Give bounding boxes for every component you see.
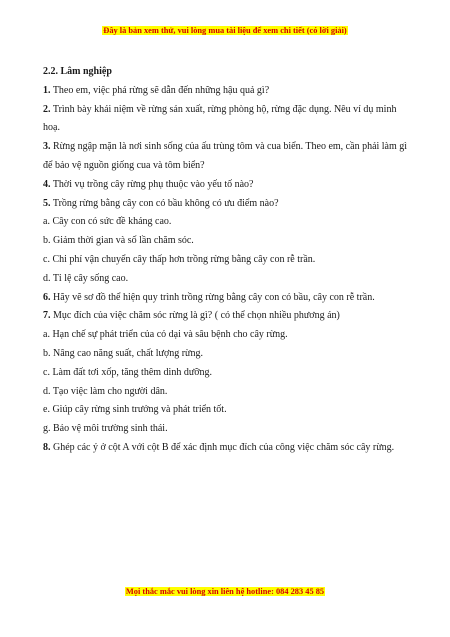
- question-number: 6.: [43, 291, 51, 303]
- question-text: Hãy vẽ sơ đồ thể hiện quy trình trồng rừng bằng cây con có bầu, cây con rễ trần.: [50, 291, 375, 303]
- question-text: Trồng rừng bằng cây con có bầu không có ưu điểm nào?: [50, 197, 279, 209]
- question-number: 5.: [43, 197, 51, 209]
- q5-option-a: a. Cây con có sức đề kháng cao.: [43, 216, 172, 228]
- question-text: Theo em, việc phá rừng sẽ dẫn đến những hậu quả gì?: [50, 84, 270, 96]
- document-content: [43, 63, 411, 458]
- question-number: 7.: [43, 310, 51, 322]
- q5-option-c: c. Chi phí vận chuyển cây thấp hơn trồng rừng bằng cây con rễ trần.: [43, 253, 316, 265]
- question-3: [43, 138, 411, 176]
- q7-option-d: d. Tạo việc làm cho người dân.: [43, 385, 168, 397]
- question-text: Rừng ngập mặn là nơi sinh sống của ấu trùng tôm và cua biển. Theo em, cần phải làm gì để bảo vệ nguồn giống cua và tôm biển?: [43, 141, 408, 171]
- question-text: Trình bày khái niệm về rừng sản xuất, rừng phòng hộ, rừng đặc dụng. Nêu ví dụ minh hoạ.: [43, 103, 397, 134]
- q7-option-c: c. Làm đất tơi xốp, tăng thêm dinh dưỡng.: [43, 366, 213, 378]
- q7-option-g: g. Bảo vệ môi trường sinh thái.: [43, 423, 168, 435]
- question-number: 1.: [43, 84, 51, 96]
- question-1: [43, 82, 411, 101]
- hotline-banner-text: Mọi thắc mắc vui lòng xin liên hệ hotline: 084 283 45 85: [125, 587, 325, 596]
- question-8: [43, 439, 411, 458]
- question-number: 3.: [43, 141, 51, 153]
- section-title: 2.2. Lâm nghiệp: [43, 66, 112, 77]
- q7-option-e: e. Giúp cây rừng sinh trưởng và phát triển tốt.: [43, 404, 227, 416]
- q7-option-a: a. Hạn chế sự phát triển của cỏ dại và sâu bệnh cho cây rừng.: [43, 329, 288, 341]
- question-5: [43, 195, 411, 214]
- question-text: Ghép các ý ở cột A với cột B để xác định mục đích của công việc chăm sóc cây rừng.: [50, 441, 395, 453]
- question-6: [43, 289, 411, 308]
- preview-banner: [0, 26, 450, 35]
- q7-option-b: b. Nâng cao năng suất, chất lượng rừng.: [43, 347, 203, 359]
- q5-option-b: b. Giảm thời gian và số lần chăm sóc.: [43, 235, 194, 247]
- question-text: Mục đích của việc chăm sóc rừng là gì? ( có thể chọn nhiều phương án): [50, 310, 340, 322]
- question-text: Thời vụ trồng cây rừng phụ thuộc vào yếu tố nào?: [50, 178, 254, 190]
- question-7: [43, 307, 411, 326]
- question-number: 2.: [43, 103, 51, 115]
- question-number: 4.: [43, 178, 51, 190]
- preview-banner-text: Đây là bản xem thử, vui lòng mua tài liệu để xem chi tiết (có lời giải): [103, 26, 347, 35]
- hotline-banner: [0, 587, 450, 596]
- question-2: [43, 101, 411, 139]
- question-number: 8.: [43, 441, 51, 453]
- q5-option-d: d. Tỉ lệ cây sống cao.: [43, 272, 129, 284]
- question-4: [43, 176, 411, 195]
